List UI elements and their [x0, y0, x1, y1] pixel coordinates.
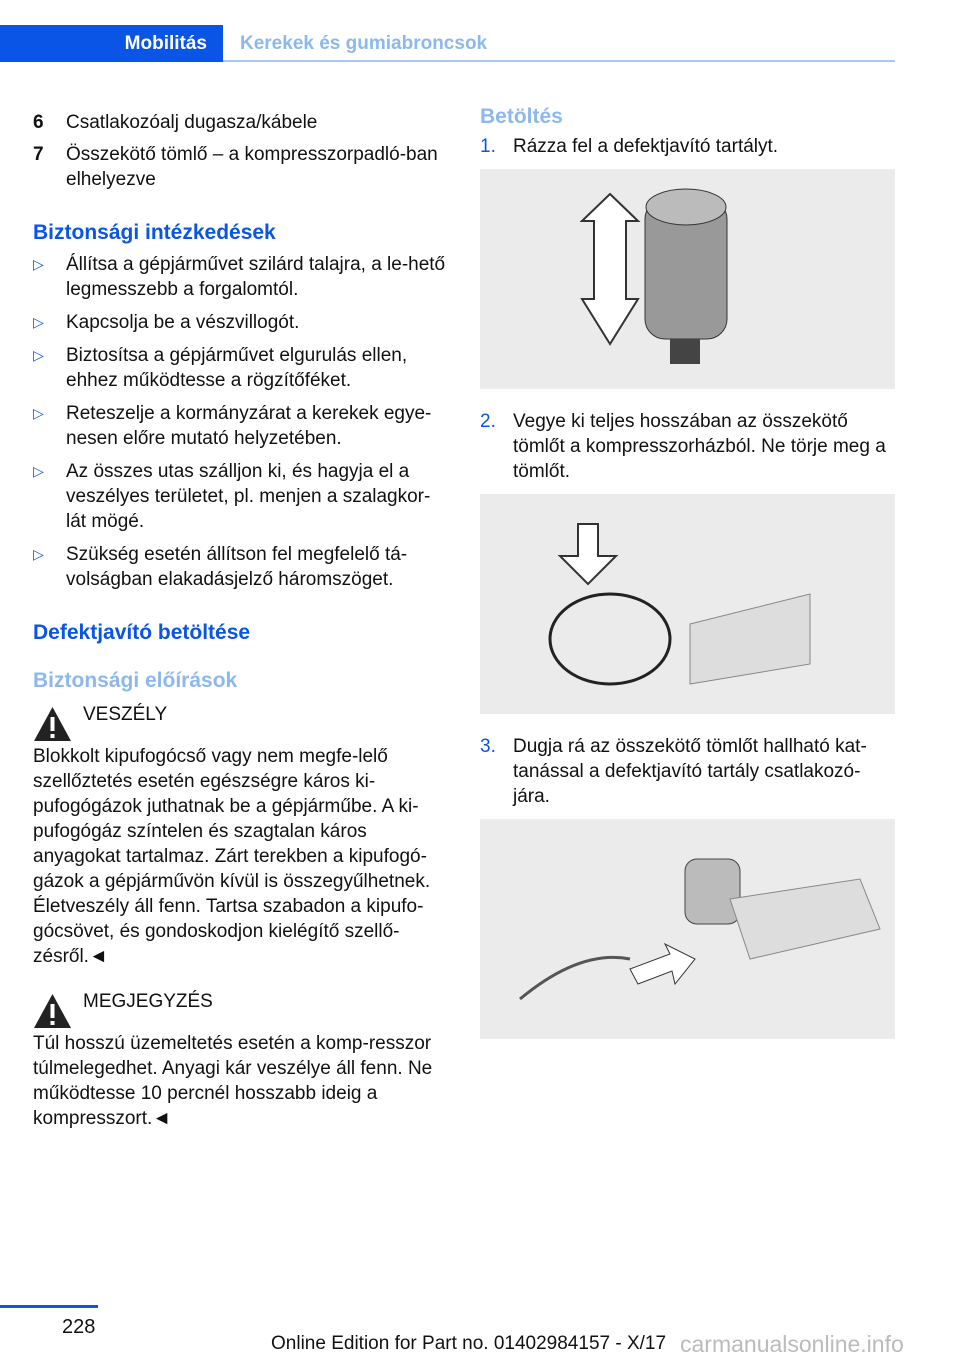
triangle-bullet-icon: ▷ [33, 546, 44, 562]
legend-text: Összekötő tömlő – a kompresszorpadló-ban elhelyezve [66, 144, 438, 190]
page-number: 228 [62, 1316, 96, 1338]
section-title[interactable]: Kerekek és gumiabroncsok [240, 32, 488, 54]
list-item [33, 459, 448, 534]
triangle-bullet-icon: ▷ [33, 463, 44, 479]
triangle-bullet-icon: ▷ [33, 314, 44, 330]
safety-heading: Biztonsági intézkedések [33, 221, 276, 244]
step-item [480, 409, 895, 484]
step-text: Rázza fel a defektjavító tartályt. [513, 136, 779, 157]
warning-icon [33, 706, 72, 742]
list-text: Reteszelje a kormányzárat a kerekek egye-nesen előre mutató helyzetében. [66, 403, 432, 449]
note-box [33, 989, 448, 1131]
list-text: Állítsa a gépjárművet szilárd talajra, a le-hető legmesszebb a forgalomtól. [66, 254, 446, 300]
right-column [480, 104, 895, 1059]
danger-box [33, 702, 448, 969]
list-text: Szükség esetén állítson fel megfelelő tá-volságban elakadásjelző háromszöget. [66, 544, 408, 590]
list-text: Az összes utas szálljon ki, és hagyja el a veszélyes területet, pl. menjen a szalagkor-lát mögé. [66, 461, 431, 532]
connect-hose-illustration [480, 819, 895, 1039]
warning-icon [33, 993, 72, 1029]
step-item [480, 734, 895, 809]
shake-bottle-illustration [480, 169, 895, 389]
step-text: Vegye ki teljes hosszában az összekötő tömlőt a kompresszorházból. Ne törje meg a tömlőt. [513, 411, 886, 482]
footer-divider [0, 1305, 98, 1308]
note-label: MEGJEGYZÉS [83, 991, 213, 1012]
list-text: Kapcsolja be a vészvillogót. [66, 312, 300, 333]
fill-heading: Defektjavító betöltése [33, 621, 251, 644]
triangle-bullet-icon: ▷ [33, 256, 44, 272]
legend-item [33, 142, 448, 192]
list-item [33, 310, 448, 335]
legend-number: 6 [33, 112, 44, 133]
list-item [33, 343, 448, 393]
filling-heading: Betöltés [480, 105, 563, 128]
danger-text: Blokkolt kipufogócső vagy nem megfe-lelő szellőztetés esetén egészségre káros ki-pufogógázok juthatnak be a gépjárműbe. A ki-pufogógáz színtelen és szagtalan káros anyagokat tartalmaz. Zárt terekben a kipufogó-gázok a gépjárművön kívül is összegyűlhetnek. Életveszély áll fenn. Tartsa szabadon a kipufo-gócsövet, és gondoskodjon kielégítő szellő-zésről.◄ [33, 746, 431, 967]
triangle-bullet-icon: ▷ [33, 405, 44, 421]
list-item [33, 542, 448, 592]
legend-item [33, 110, 448, 135]
step-number: 1. [480, 136, 496, 157]
step-item [480, 134, 895, 159]
left-column [33, 110, 448, 1131]
legend-text: Csatlakozóalj dugasza/kábele [66, 112, 318, 133]
regulations-heading: Biztonsági előírások [33, 669, 238, 692]
list-text: Biztosítsa a gépjárművet elgurulás ellen, ehhez működtesse a rögzítőféket. [66, 345, 408, 391]
note-text: Túl hosszú üzemeltetés esetén a komp-resszor túlmelegedhet. Anyagi kár veszélye áll fenn. Ne működtesse 10 percnél hosszabb ideig a kompresszort.◄ [33, 1033, 433, 1129]
chapter-tab[interactable]: Mobilitás [0, 25, 223, 62]
edition-text: Online Edition for Part no. 01402984157 - X/17 [271, 1333, 667, 1354]
danger-label: VESZÉLY [83, 704, 168, 725]
list-item [33, 252, 448, 302]
list-item [33, 401, 448, 451]
step-number: 2. [480, 411, 496, 432]
legend-number: 7 [33, 144, 44, 165]
step-number: 3. [480, 736, 496, 757]
hose-illustration [480, 494, 895, 714]
header-divider [223, 60, 895, 62]
triangle-bullet-icon: ▷ [33, 347, 44, 363]
step-text: Dugja rá az összekötő tömlőt hallható kat-tanással a defektjavító tartály csatlakozó-jára. [513, 736, 867, 807]
watermark: carmanualsonline.info [680, 1331, 904, 1357]
